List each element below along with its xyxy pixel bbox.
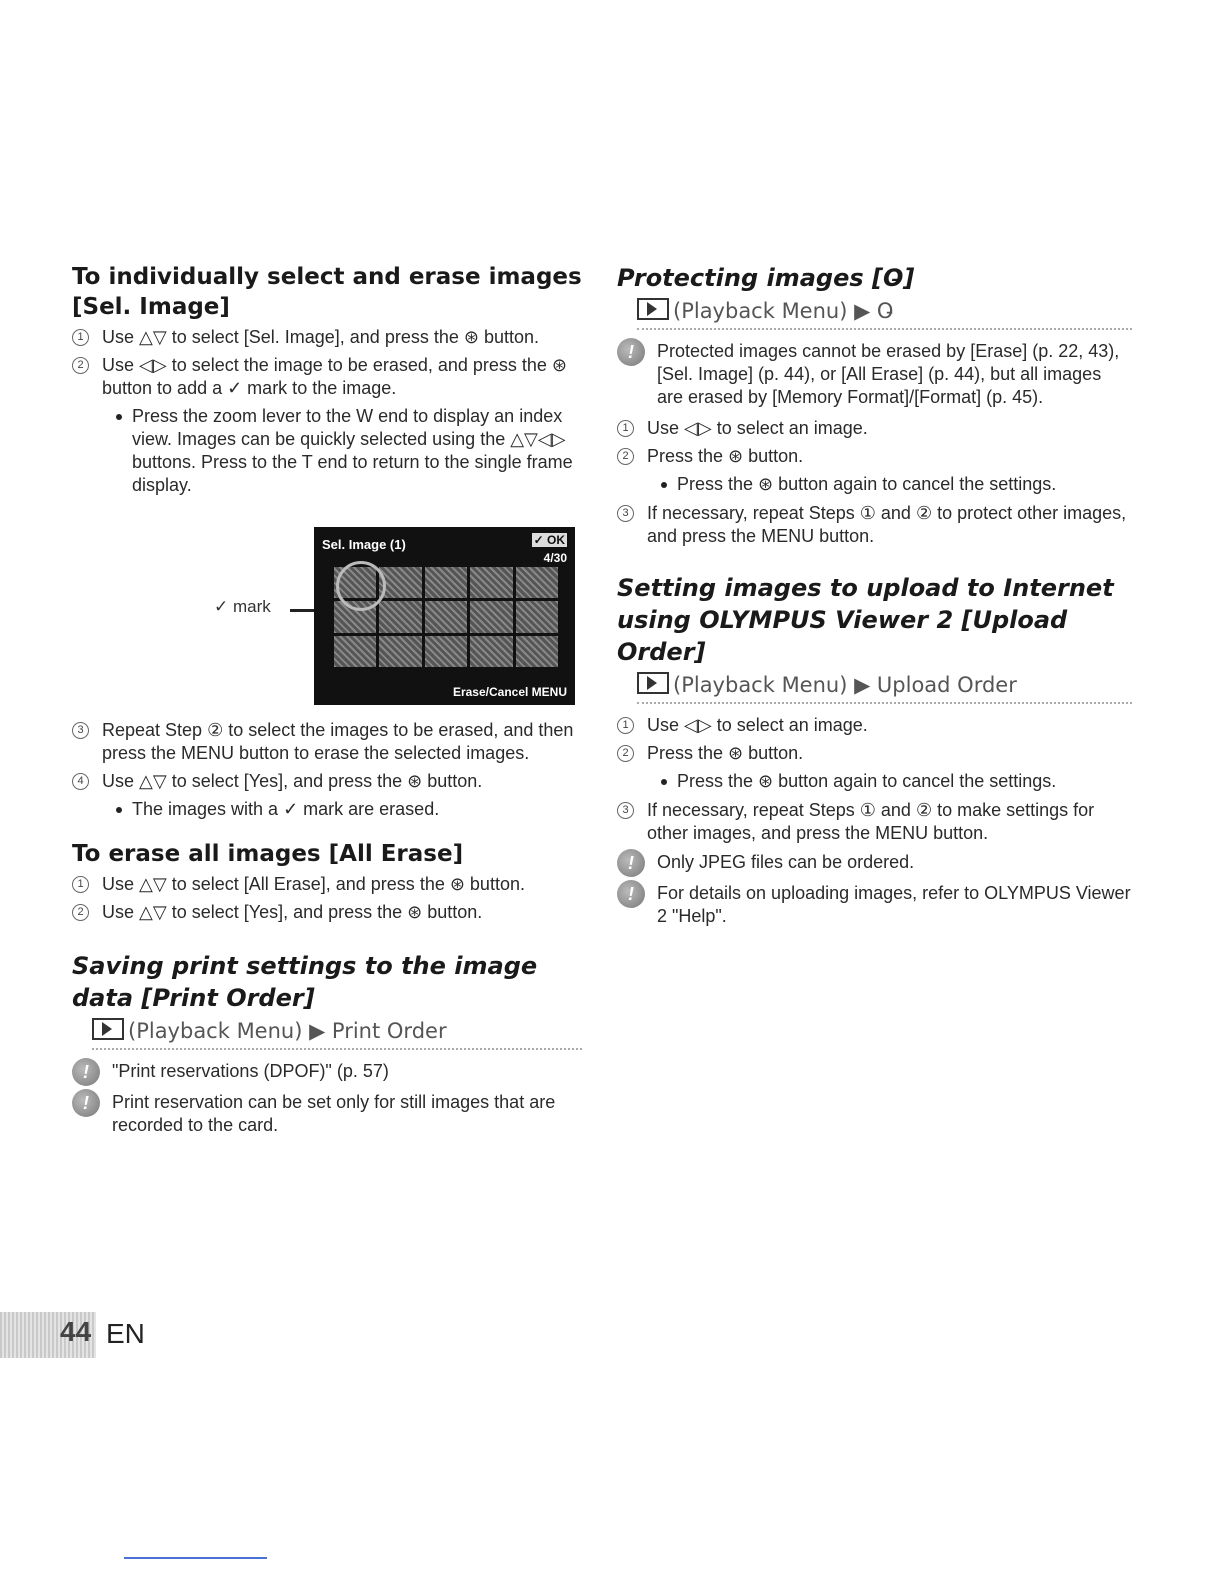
check-mark-callout: ✓ mark	[214, 597, 271, 616]
menu-path: (Playback Menu) ▶ Print Order	[92, 1018, 582, 1050]
thumbnail	[470, 601, 512, 632]
thumbnail	[425, 601, 467, 632]
upload-section	[617, 572, 1132, 928]
step-4: 4 Use △▽ to select [Yes], and press the ⊛ button.	[72, 770, 582, 793]
note: ! Only JPEG files can be ordered.	[617, 851, 1132, 874]
playback-icon	[637, 298, 669, 320]
note-icon: !	[72, 1089, 100, 1117]
thumbnail	[516, 636, 558, 667]
step-number: 2	[72, 357, 89, 374]
bullet-dot-icon	[116, 414, 122, 420]
screen-count: 4/30	[543, 551, 567, 565]
all-erase-section	[72, 839, 582, 924]
thumbnail	[425, 636, 467, 667]
note-icon: !	[617, 338, 645, 366]
bullet-item: Press the ⊛ button again to cancel the settings.	[617, 473, 1132, 496]
playback-icon	[637, 672, 669, 694]
menu-path: (Playback Menu) ▶ Upload Order	[637, 672, 1132, 704]
note-icon: !	[617, 849, 645, 877]
thumbnail	[334, 636, 376, 667]
step-2: 2 Press the ⊛ button.	[617, 445, 1132, 468]
playback-icon	[92, 1018, 124, 1040]
note: ! "Print reservations (DPOF)" (p. 57)	[72, 1060, 582, 1083]
bullet-dot-icon	[661, 779, 667, 785]
right-column	[617, 262, 1132, 936]
step-number: 4	[72, 773, 89, 790]
note: ! For details on uploading images, refer to OLYMPUS Viewer 2 "Help".	[617, 882, 1132, 928]
protect-heading: Protecting images [O̵]	[617, 264, 915, 292]
all-erase-heading: To erase all images [All Erase]	[72, 841, 464, 867]
thumbnail	[379, 636, 421, 667]
step-number: 1	[617, 420, 634, 437]
step-1: 1 Use △▽ to select [All Erase], and press the ⊛ button.	[72, 873, 582, 896]
thumbnail	[516, 601, 558, 632]
note: ! Print reservation can be set only for still images that are recorded to the card.	[72, 1091, 582, 1137]
thumbnail	[470, 636, 512, 667]
footer-rule	[124, 1557, 267, 1559]
print-order-section	[72, 950, 582, 1137]
screen-footer: Erase/Cancel MENU	[452, 685, 567, 699]
step-number: 3	[617, 802, 634, 819]
step-number: 3	[72, 722, 89, 739]
thumbnail	[425, 567, 467, 598]
bullet-item: The images with a ✓ mark are erased.	[72, 798, 582, 821]
step-number: 2	[72, 904, 89, 921]
language-code: EN	[106, 1318, 145, 1349]
step-2: 2 Press the ⊛ button.	[617, 742, 1132, 765]
step-number: 3	[617, 505, 634, 522]
step-1: 1 Use △▽ to select [Sel. Image], and press the ⊛ button.	[72, 326, 582, 349]
screen-title: Sel. Image (1)	[322, 537, 406, 552]
sel-image-heading: To individually select and erase images [Sel. Image]	[72, 264, 582, 320]
step-number: 1	[617, 717, 634, 734]
step-3: 3 If necessary, repeat Steps ① and ② to make settings for other images, and press the MENU button.	[617, 799, 1132, 845]
sel-image-section	[72, 262, 582, 821]
step-2: 2 Use △▽ to select [Yes], and press the ⊛ button.	[72, 901, 582, 924]
note: ! Protected images cannot be erased by [Erase] (p. 22, 43), [Sel. Image] (p. 44), or [All Erase] (p. 44), but all images are erased by [Memory Format]/[Format] (p. 45).	[617, 340, 1132, 409]
step-1: 1 Use ◁▷ to select an image.	[617, 714, 1132, 737]
bullet-item: Press the zoom lever to the W end to display an index view. Images can be quickly selected using the △▽◁▷ buttons. Press to the T end to return to the single frame display.	[72, 405, 582, 497]
left-column	[72, 262, 582, 1145]
bullet-dot-icon	[661, 482, 667, 488]
camera-screen	[314, 527, 575, 705]
step-number: 1	[72, 329, 89, 346]
bullet-item: Press the ⊛ button again to cancel the settings.	[617, 770, 1132, 793]
thumbnail	[470, 567, 512, 598]
page-footer	[0, 1304, 200, 1374]
step-3: 3 If necessary, repeat Steps ① and ② to protect other images, and press the MENU button.	[617, 502, 1132, 548]
step-number: 2	[617, 448, 634, 465]
protect-section	[617, 262, 1132, 548]
step-1: 1 Use ◁▷ to select an image.	[617, 417, 1132, 440]
step-2: 2 Use ◁▷ to select the image to be erased, and press the ⊛ button to add a ✓ mark to the image.	[72, 354, 582, 400]
thumbnail	[516, 567, 558, 598]
step-number: 2	[617, 745, 634, 762]
thumbnail	[379, 601, 421, 632]
note-icon: !	[72, 1058, 100, 1086]
selection-circle	[336, 561, 386, 611]
upload-heading: Setting images to upload to Internet using OLYMPUS Viewer 2 [Upload Order]	[617, 574, 1114, 666]
camera-screen-figure	[72, 527, 582, 707]
screen-check-ok: ✓ OK	[533, 533, 565, 547]
bullet-dot-icon	[116, 807, 122, 813]
note-icon: !	[617, 880, 645, 908]
step-3: 3 Repeat Step ② to select the images to be erased, and then press the MENU button to erase the selected images.	[72, 719, 582, 765]
menu-path: (Playback Menu) ▶ O̵	[637, 298, 1132, 330]
step-number: 1	[72, 876, 89, 893]
page-number: 44	[60, 1316, 92, 1347]
print-order-heading: Saving print settings to the image data [Print Order]	[72, 952, 538, 1012]
